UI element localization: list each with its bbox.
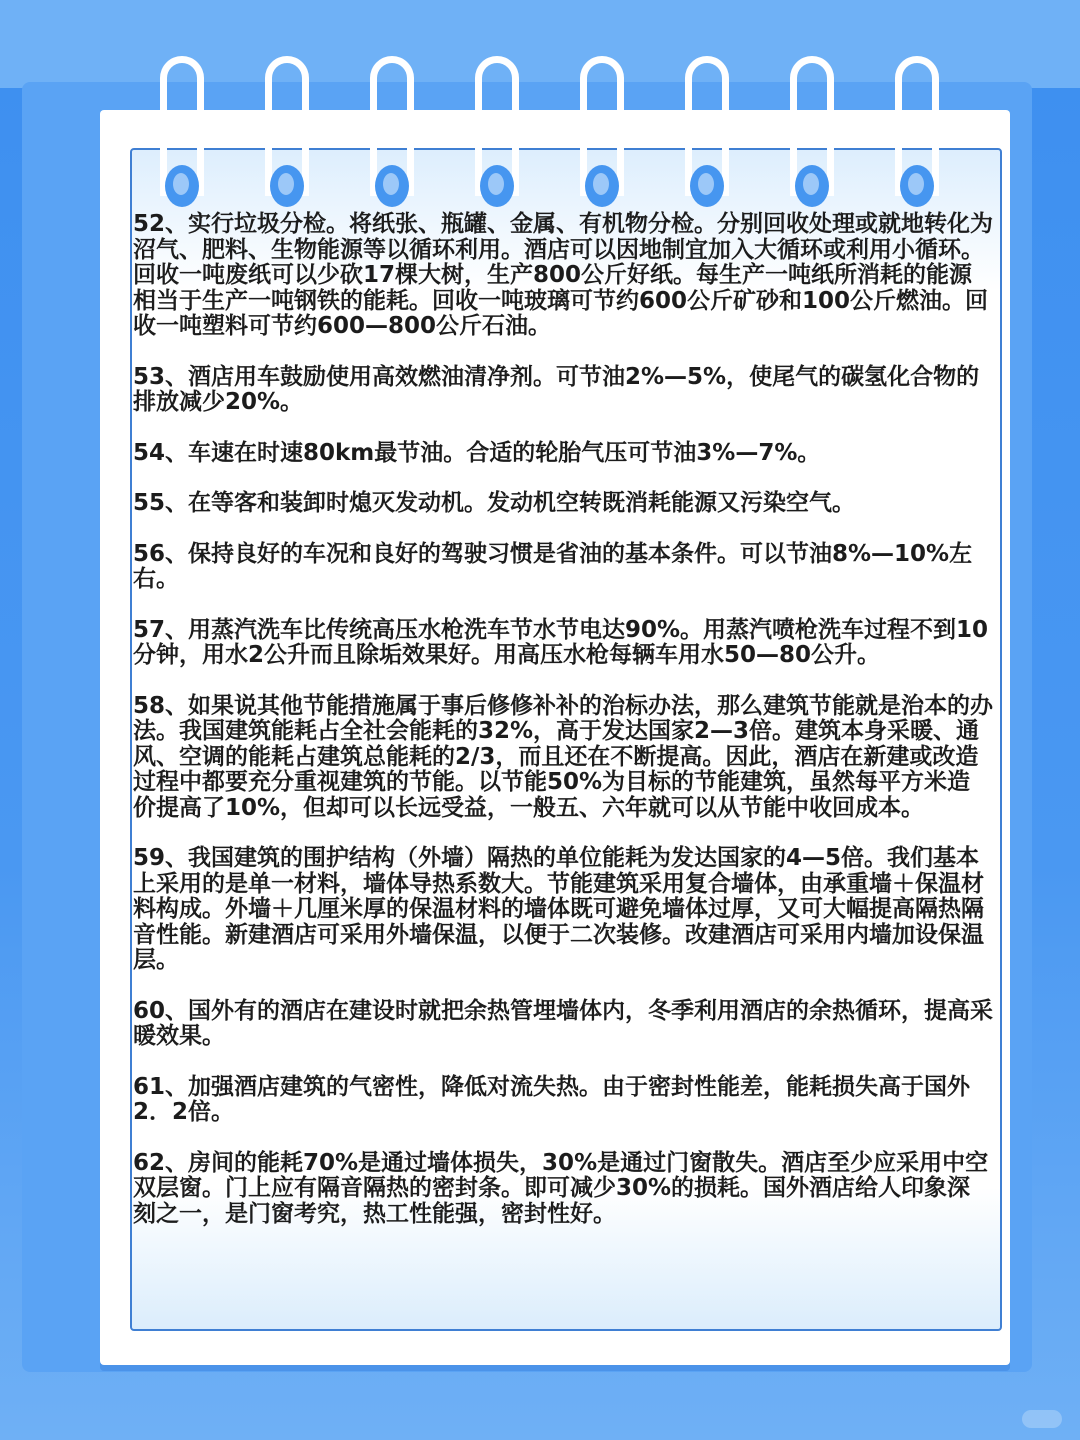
paragraph-53: 53、酒店用车鼓励使用高效燃油清净剂。可节油2%—5%，使尾气的碳氢化合物的排放减少20%。 [133,363,980,415]
article-body [133,212,993,1252]
binder-hole-icon [480,165,514,207]
binder-hole-icon [270,165,304,207]
paragraph-56: 56、保持良好的车况和良好的驾驶习惯是省油的基本条件。可以节油8%—10%左右。 [133,540,973,592]
binder-hole-icon [795,165,829,207]
paragraph-54: 54、车速在时速80km最节油。合适的轮胎气压可节油3%—7%。 [133,439,821,466]
paragraph-58: 58、如果说其他节能措施属于事后修修补补的治标办法，那么建筑节能就是治本的办法。我国建筑能耗占全社会能耗的32%，高于发达国家2—3倍。建筑本身采暖、通风、空调的能耗占建筑总能耗的2/3，而且还在不断提高。因此，酒店在新建或改造过程中都要充分重视建筑的节能。以节能50%为目标的节能建筑，虽然每平方米造价提高了10%，但却可以长远受益，一般五、六年就可以从节能中收回成本。 [133,692,994,821]
watermark-badge [1022,1410,1062,1428]
binder-hole-icon [900,165,934,207]
binder-hole-icon [375,165,409,207]
binder-hole-icon [690,165,724,207]
paragraph-59: 59、我国建筑的围护结构（外墙）隔热的单位能耗为发达国家的4—5倍。我们基本上采用的是单一材料，墙体导热系数大。节能建筑采用复合墙体，由承重墙＋保温材料构成。外墙＋几厘米厚的保温材料的墙体既可避免墙体过厚，又可大幅提高隔热隔音性能。新建酒店可采用外墙保温，以便于二次装修。改建酒店可采用内墙加设保温层。 [133,845,984,973]
paragraph-60: 60、国外有的酒店在建设时就把余热管埋墙体内，冬季利用酒店的余热循环，提高采暖效果。 [133,997,994,1049]
paragraph-62: 62、房间的能耗70%是通过墙体损失，30%是通过门窗散失。酒店至少应采用中空双层窗。门上应有隔音隔热的密封条。即可减少30%的损耗。国外酒店给人印象深刻之一，是门窗考究，热工性能强，密封性好。 [133,1149,989,1227]
paragraph-61: 61、加强酒店建筑的气密性，降低对流失热。由于密封性能差，能耗损失高于国外2．2倍。 [133,1073,971,1125]
paragraph-55: 55、在等客和装卸时熄灭发动机。发动机空转既消耗能源又污染空气。 [133,490,856,516]
paragraph-57: 57、用蒸汽洗车比传统高压水枪洗车节水节电达90%。用蒸汽喷枪洗车过程不到10分钟，用水2公升而且除垢效果好。用高压水枪每辆车用水50—80公升。 [133,616,989,668]
paragraph-52: 52、实行垃圾分检。将纸张、瓶罐、金属、有机物分检。分别回收处理或就地转化为沼气、肥料、生物能源等以循环利用。酒店可以因地制宜加入大循环或利用小循环。回收一吨废纸可以少砍17棵大树，生产800公斤好纸。每生产一吨纸所消耗的能源相当于生产一吨钢铁的能耗。回收一吨玻璃可节约600公斤矿砂和100公斤燃油。回收一吨塑料可节约600—800公斤石油。 [133,211,994,339]
binder-hole-icon [585,165,619,207]
binder-hole-icon [165,165,199,207]
